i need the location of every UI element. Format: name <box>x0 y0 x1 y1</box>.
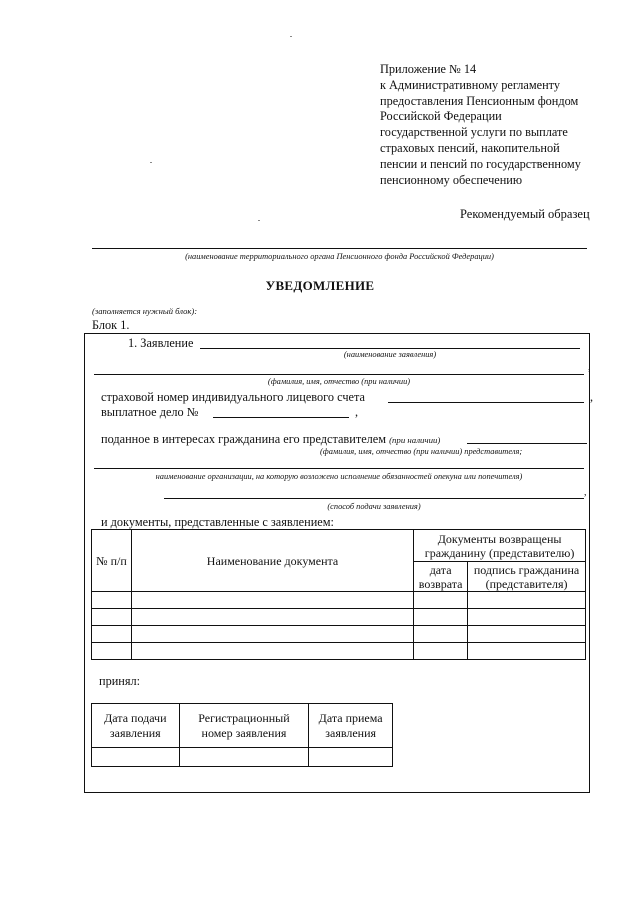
representative-caption: (фамилия, имя, отчество (при наличии) представителя; <box>320 447 523 456</box>
appendix-line: Российской Федерации <box>380 109 502 124</box>
table-row <box>92 748 393 767</box>
representative-text: поданное в интересах гражданина его представителем <box>101 432 387 446</box>
table-cell[interactable] <box>92 748 180 767</box>
organization-caption: наименование организации, на которую возложено исполнение обязанностей опекуна или попечителя) <box>155 472 523 481</box>
representative-field[interactable] <box>467 443 587 444</box>
table-cell[interactable] <box>414 609 468 626</box>
table-row <box>92 592 586 609</box>
application-name-field[interactable] <box>200 348 580 349</box>
col-submission-date-header: Дата подачи заявления <box>92 704 180 748</box>
insurance-number-comma: , <box>590 390 594 404</box>
application-label: 1. Заявление <box>128 336 194 350</box>
table-cell[interactable] <box>131 592 413 609</box>
col-number-header: № п/п <box>92 530 132 592</box>
representative-note: (при наличии) <box>389 435 441 445</box>
territorial-body-line <box>92 248 587 249</box>
table-row <box>92 609 586 626</box>
table-cell[interactable] <box>131 626 413 643</box>
col-acceptance-date-header: Дата приема заявления <box>309 704 393 748</box>
table-cell[interactable] <box>131 609 413 626</box>
table-cell[interactable] <box>468 643 586 660</box>
submission-method-caption: (способ подачи заявления) <box>327 502 421 511</box>
documents-table <box>91 529 586 660</box>
fill-note: (заполняется нужный блок): <box>92 306 198 316</box>
appendix-line: Приложение № 14 <box>380 62 477 76</box>
application-caption: (наименование заявления) <box>343 350 437 359</box>
table-cell[interactable] <box>92 643 132 660</box>
table-cell[interactable] <box>414 643 468 660</box>
full-name-comma: , <box>588 362 591 373</box>
insurance-number-field[interactable] <box>388 402 584 403</box>
appendix-line: предоставления Пенсионным фондом <box>380 93 579 108</box>
payment-case-comma: , <box>355 405 359 419</box>
organization-field[interactable] <box>94 468 584 469</box>
territorial-body-caption: (наименование территориального органа Пенсионного фонда Российской Федерации) <box>185 252 494 261</box>
submission-method-field[interactable] <box>164 498 584 499</box>
insurance-number-label: страховой номер индивидуального лицевого счета <box>101 390 365 404</box>
col-name-header: Наименование документа <box>131 530 413 592</box>
appendix-line: страховых пенсий, накопительной <box>380 140 560 155</box>
table-cell[interactable] <box>468 626 586 643</box>
table-cell[interactable] <box>92 592 132 609</box>
table-cell[interactable] <box>131 643 413 660</box>
appendix-line: пенсии и пенсий по государственному <box>380 156 581 171</box>
table-cell[interactable] <box>179 748 309 767</box>
payment-case-label: выплатное дело № <box>101 405 199 419</box>
appendix-line: государственной услуги по выплате <box>380 125 568 140</box>
scan-speck <box>258 220 260 221</box>
table-cell[interactable] <box>92 609 132 626</box>
accepted-label: принял: <box>99 674 141 688</box>
table-row <box>92 626 586 643</box>
full-name-field[interactable] <box>94 374 584 375</box>
table-cell[interactable] <box>414 592 468 609</box>
appendix-header <box>380 62 620 188</box>
table-cell[interactable] <box>92 626 132 643</box>
scan-speck <box>150 162 152 163</box>
table-cell[interactable] <box>468 609 586 626</box>
registration-table <box>91 703 393 767</box>
table-cell[interactable] <box>309 748 393 767</box>
col-returned-header: Документы возвращены гражданину (представителю) <box>414 530 586 562</box>
block-label: Блок 1. <box>92 318 130 332</box>
table-cell[interactable] <box>414 626 468 643</box>
submission-method-comma: , <box>584 487 587 498</box>
col-return-date-header: дата возврата <box>414 562 468 592</box>
appendix-line: пенсионному обеспечению <box>380 172 523 187</box>
col-registration-number-header: Регистрационный номер заявления <box>179 704 309 748</box>
full-name-caption: (фамилия, имя, отчество (при наличии) <box>267 377 411 386</box>
payment-case-field[interactable] <box>213 417 349 418</box>
table-cell[interactable] <box>468 592 586 609</box>
appendix-line: к Административному регламенту <box>380 77 561 92</box>
representative-label <box>101 432 440 447</box>
document-title: УВЕДОМЛЕНИЕ <box>265 278 375 293</box>
col-signature-header: подпись гражданина (представителя) <box>468 562 586 592</box>
documents-intro: и документы, представленные с заявлением: <box>101 515 334 529</box>
table-row <box>92 643 586 660</box>
scan-speck <box>290 36 292 37</box>
recommended-sample-label: Рекомендуемый образец <box>460 207 590 221</box>
